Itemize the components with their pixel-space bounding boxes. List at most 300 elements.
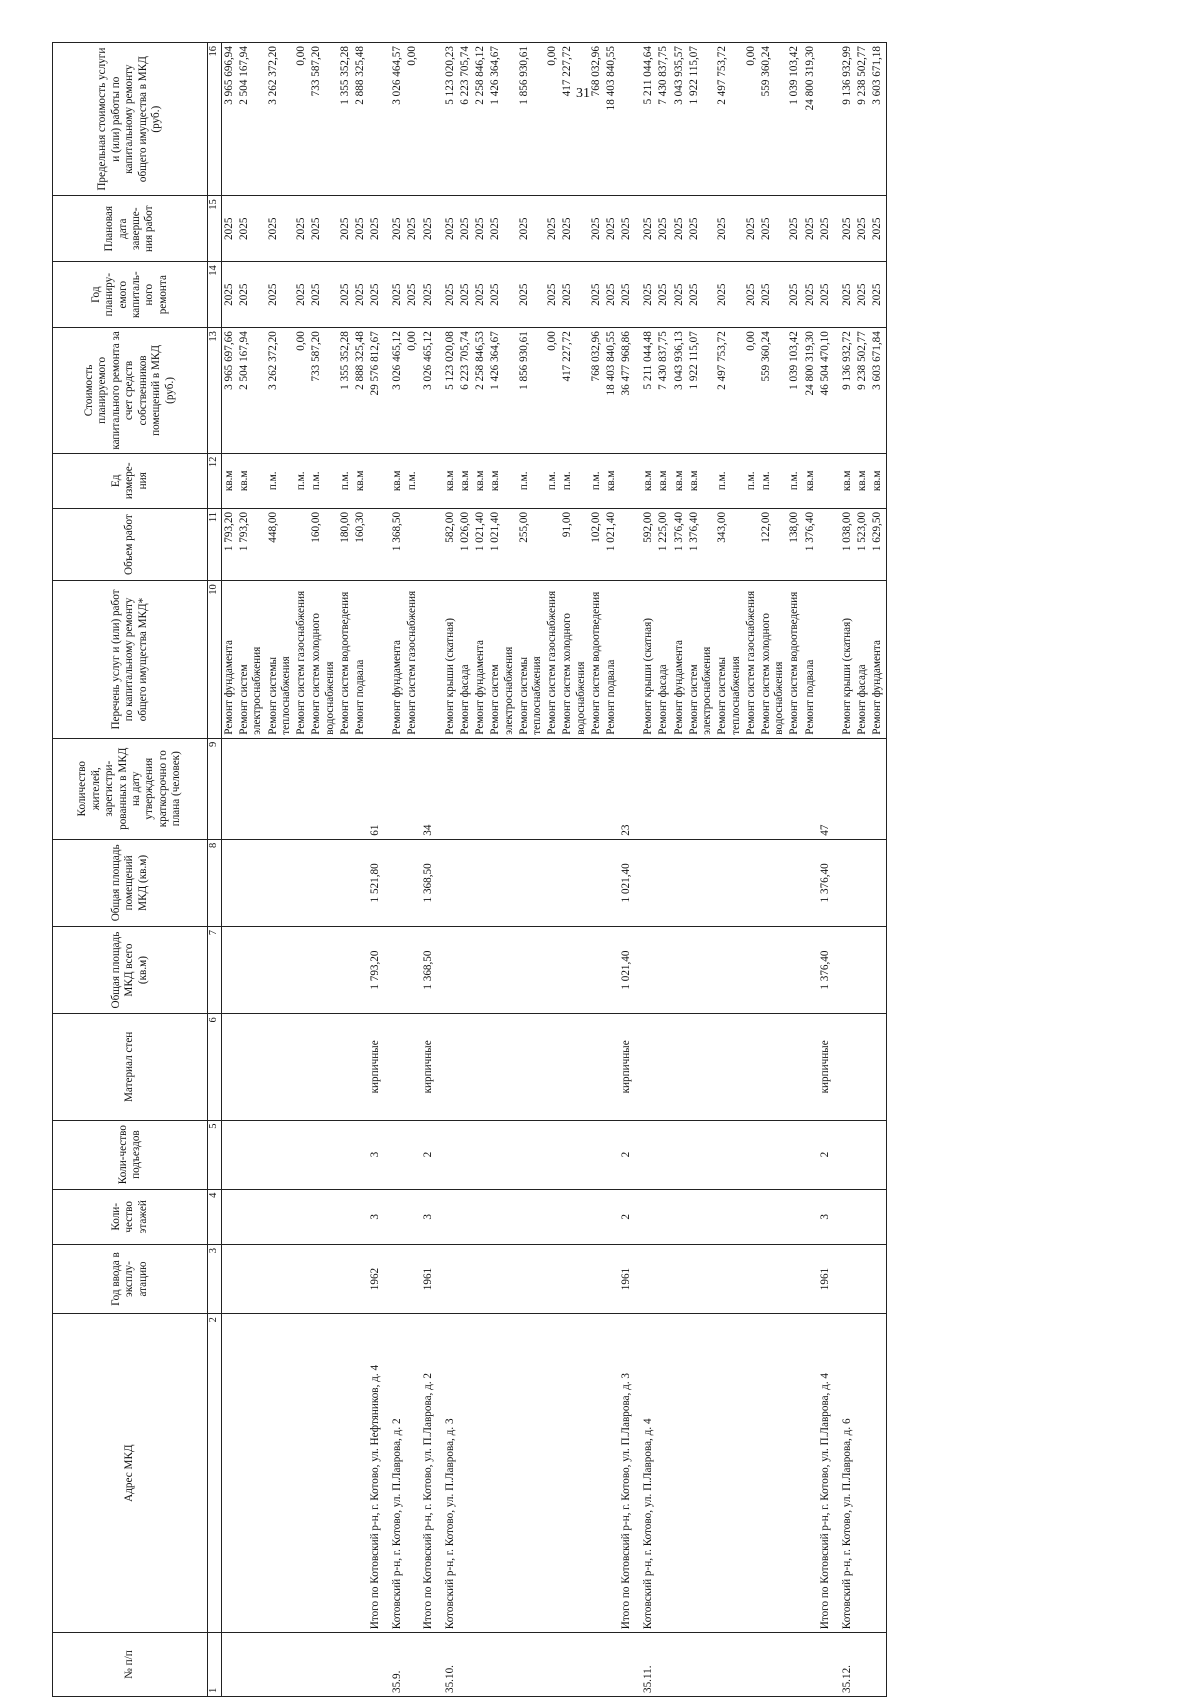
work-unit: п.м.	[744, 453, 759, 508]
work-name	[368, 581, 382, 738]
limit-cost: 5 211 044,64	[641, 43, 656, 196]
repair-year: 2025	[405, 262, 420, 328]
total-cost: 3 026 465,12	[421, 328, 435, 454]
premises-area	[237, 839, 265, 926]
work-volume: 1 376,40	[803, 508, 818, 580]
total-area	[458, 926, 473, 1013]
build-year	[604, 1244, 619, 1313]
work-volume: 1 021,40	[488, 508, 516, 580]
floors-count	[488, 1189, 516, 1244]
address	[604, 1314, 619, 1633]
spacer-cell	[382, 581, 390, 738]
residents-count	[294, 738, 309, 839]
work-cost: 24 800 319,30	[803, 328, 818, 454]
total-label: Итого по Котовский р-н, г. Котово, ул. П.Лаврова, д. 3	[619, 1314, 633, 1633]
address	[309, 1314, 337, 1633]
wall-material	[294, 1014, 309, 1120]
total-area	[672, 926, 687, 1013]
spacer-cell	[382, 328, 390, 454]
residents-count	[443, 738, 458, 839]
column-header-9: Количество жителей, зарегистри-рованных в МКД на дату утверждения краткосрочно го плана (человек)	[53, 738, 208, 839]
spacer-cell	[435, 1014, 443, 1120]
total-area	[715, 926, 743, 1013]
residents-count	[237, 738, 265, 839]
build-year	[443, 1244, 458, 1313]
total-area	[604, 926, 619, 1013]
work-name: Ремонт системы теплоснабжения	[266, 581, 294, 738]
row-number	[545, 1633, 560, 1697]
total-area	[744, 926, 759, 1013]
completion-year: 2025	[353, 196, 368, 262]
build-year	[672, 1244, 687, 1313]
limit-cost: 1 355 352,28	[338, 43, 353, 196]
floors-count	[405, 1189, 420, 1244]
spacer-cell	[382, 453, 390, 508]
repair-year: 2025	[294, 262, 309, 328]
limit-cost: 0,00	[744, 43, 759, 196]
residents-count	[870, 738, 886, 839]
spacer-cell	[633, 581, 641, 738]
entrances-count	[715, 1120, 743, 1189]
work-unit: кв.м	[353, 453, 368, 508]
work-row	[517, 43, 545, 1697]
build-year	[294, 1244, 309, 1313]
repair-year: 2025	[222, 262, 238, 328]
spacer-cell	[832, 1014, 840, 1120]
address	[294, 1314, 309, 1633]
repair-year: 2025	[517, 262, 545, 328]
address	[744, 1314, 759, 1633]
work-volume: 1 629,50	[870, 508, 886, 580]
wall-material	[715, 1014, 743, 1120]
build-year	[744, 1244, 759, 1313]
work-volume: 1 038,00	[840, 508, 855, 580]
entrances-count	[687, 1120, 715, 1189]
column-header-13: Стоимость планируемого капитального ремонта за счет средств собственников помещений в МКД (руб.)	[53, 328, 208, 454]
limit-cost: 3 603 671,18	[870, 43, 886, 196]
spacer-cell	[382, 1244, 390, 1313]
row-number	[309, 1633, 337, 1697]
total-area	[687, 926, 715, 1013]
total-area: 1 021,40	[619, 926, 633, 1013]
completion-year: 2025	[589, 196, 604, 262]
work-name: Ремонт крыши (скатная)	[641, 581, 656, 738]
work-row	[353, 43, 368, 1697]
work-row	[744, 43, 759, 1697]
spacer-cell	[633, 43, 641, 196]
entrances-count	[405, 1120, 420, 1189]
address	[237, 1314, 265, 1633]
limit-cost: 0,00	[405, 43, 420, 196]
work-volume: 160,30	[353, 508, 368, 580]
column-header-7: Общая площадь МКД всего (кв.м)	[53, 926, 208, 1013]
limit-cost: 559 360,24	[759, 43, 787, 196]
address	[266, 1314, 294, 1633]
premises-area: 1 376,40	[818, 839, 832, 926]
repair-year: 2025	[744, 262, 759, 328]
floors-count	[390, 1189, 405, 1244]
column-number-15: 15	[208, 196, 222, 262]
column-header-8: Общая площадь помещений МКД (кв.м)	[53, 839, 208, 926]
address	[672, 1314, 687, 1633]
repair-year: 2025	[641, 262, 656, 328]
floors-count	[687, 1189, 715, 1244]
floors-count	[656, 1189, 671, 1244]
work-row	[473, 43, 488, 1697]
total-area	[560, 926, 588, 1013]
address	[715, 1314, 743, 1633]
column-header-12: Ед измере-ния	[53, 453, 208, 508]
limit-cost: 18 403 840,55	[604, 43, 619, 196]
residents-count	[353, 738, 368, 839]
entrances-count	[458, 1120, 473, 1189]
repair-year: 2025	[443, 262, 458, 328]
work-row	[458, 43, 473, 1697]
completion-year: 2025	[473, 196, 488, 262]
limit-cost: 3 043 935,57	[672, 43, 687, 196]
row-number	[405, 1633, 420, 1697]
work-row	[656, 43, 671, 1697]
floors-count: 3	[421, 1189, 435, 1244]
entrances-count	[473, 1120, 488, 1189]
total-cost: 36 477 968,86	[619, 328, 633, 454]
completion-year: 2025	[222, 196, 238, 262]
total-row	[368, 43, 382, 1697]
total-area	[840, 926, 855, 1013]
build-year	[840, 1244, 855, 1313]
spacer-cell	[435, 926, 443, 1013]
entrances-count	[870, 1120, 886, 1189]
spacer-cell	[832, 1120, 840, 1189]
completion-year: 2025	[390, 196, 405, 262]
work-cost: 417 227,72	[560, 328, 588, 454]
address	[353, 1314, 368, 1633]
build-year	[266, 1244, 294, 1313]
premises-area	[353, 839, 368, 926]
entrances-count: 2	[421, 1120, 435, 1189]
work-unit: п.м.	[589, 453, 604, 508]
address	[589, 1314, 604, 1633]
spacer-cell	[633, 1120, 641, 1189]
spacer-cell	[633, 738, 641, 839]
work-cost: 3 026 465,12	[390, 328, 405, 454]
total-area	[517, 926, 545, 1013]
total-area	[787, 926, 802, 1013]
work-name: Ремонт фасада	[855, 581, 870, 738]
row-number	[560, 1633, 588, 1697]
total-row	[818, 43, 832, 1697]
work-cost: 2 497 753,72	[715, 328, 743, 454]
spacer-cell	[832, 262, 840, 328]
floors-count	[338, 1189, 353, 1244]
repair-year: 2025	[266, 262, 294, 328]
limit-cost: 5 123 020,23	[443, 43, 458, 196]
rotated-table-container	[52, 42, 1200, 1697]
spacer-cell	[633, 328, 641, 454]
address: Котовский р-н, г. Котово, ул. П.Лаврова, д. 3	[443, 1314, 458, 1633]
entrances-count	[759, 1120, 787, 1189]
spacer-cell	[832, 1189, 840, 1244]
premises-area	[589, 839, 604, 926]
total-area: 1 793,20	[368, 926, 382, 1013]
build-year	[405, 1244, 420, 1313]
spacer-cell	[382, 508, 390, 580]
build-year	[803, 1244, 818, 1313]
work-name: Ремонт систем водоотведения	[338, 581, 353, 738]
row-number	[488, 1633, 516, 1697]
completion-year: 2025	[840, 196, 855, 262]
work-row	[545, 43, 560, 1697]
total-area	[443, 926, 458, 1013]
work-cost: 5 211 044,48	[641, 328, 656, 454]
build-year	[473, 1244, 488, 1313]
wall-material	[237, 1014, 265, 1120]
wall-material	[803, 1014, 818, 1120]
work-row	[390, 43, 405, 1697]
repair-year: 2025	[759, 262, 787, 328]
premises-area: 1 368,50	[421, 839, 435, 926]
work-cost: 6 223 705,74	[458, 328, 473, 454]
spacer-cell	[832, 1244, 840, 1313]
column-header-3: Год ввода в эксплу-атацию	[53, 1244, 208, 1313]
work-volume: 160,00	[309, 508, 337, 580]
work-volume: 582,00	[443, 508, 458, 580]
repair-year: 2025	[353, 262, 368, 328]
column-number-14: 14	[208, 262, 222, 328]
limit-cost: 3 262 372,20	[266, 43, 294, 196]
work-unit: п.м.	[715, 453, 743, 508]
row-number	[473, 1633, 488, 1697]
spacer-cell	[435, 328, 443, 454]
work-name: Ремонт подвала	[803, 581, 818, 738]
completion-year: 2025	[368, 196, 382, 262]
spacer-cell	[832, 738, 840, 839]
column-header-15: Плановая дата заверше-ния работ	[53, 196, 208, 262]
floors-count	[443, 1189, 458, 1244]
spacer-cell	[382, 1633, 390, 1697]
entrances-count	[672, 1120, 687, 1189]
work-unit: п.м.	[405, 453, 420, 508]
repair-year: 2025	[488, 262, 516, 328]
wall-material	[604, 1014, 619, 1120]
limit-cost	[619, 43, 633, 196]
column-number-13: 13	[208, 328, 222, 454]
premises-area	[560, 839, 588, 926]
work-row	[266, 43, 294, 1697]
entrances-count: 3	[368, 1120, 382, 1189]
entrances-count: 2	[818, 1120, 832, 1189]
entrances-count	[222, 1120, 238, 1189]
completion-year: 2025	[641, 196, 656, 262]
row-number	[458, 1633, 473, 1697]
total-area	[759, 926, 787, 1013]
completion-year: 2025	[604, 196, 619, 262]
column-number-7: 7	[208, 926, 222, 1013]
work-row	[443, 43, 458, 1697]
limit-cost: 1 922 115,07	[687, 43, 715, 196]
premises-area	[545, 839, 560, 926]
work-row	[405, 43, 420, 1697]
residents-count	[488, 738, 516, 839]
floors-count	[744, 1189, 759, 1244]
premises-area	[803, 839, 818, 926]
work-volume: 448,00	[266, 508, 294, 580]
total-area	[473, 926, 488, 1013]
build-year	[545, 1244, 560, 1313]
total-area	[870, 926, 886, 1013]
limit-cost: 733 587,20	[309, 43, 337, 196]
work-row	[222, 43, 238, 1697]
work-volume: 1 026,00	[458, 508, 473, 580]
page-number: 31	[576, 86, 590, 101]
work-name: Ремонт фасада	[656, 581, 671, 738]
column-number-12: 12	[208, 453, 222, 508]
row-number	[818, 1633, 832, 1697]
premises-area	[656, 839, 671, 926]
residents-count	[656, 738, 671, 839]
wall-material	[390, 1014, 405, 1120]
column-header-4: Коли-чество этажей	[53, 1189, 208, 1244]
work-cost: 2 504 167,94	[237, 328, 265, 454]
entrances-count	[443, 1120, 458, 1189]
capital-repair-table	[52, 42, 887, 1697]
address	[517, 1314, 545, 1633]
row-number	[604, 1633, 619, 1697]
wall-material	[641, 1014, 656, 1120]
work-volume: 138,00	[787, 508, 802, 580]
total-label: Итого по Котовский р-н, г. Котово, ул. П.Лаврова, д. 4	[818, 1314, 832, 1633]
spacer-cell	[382, 262, 390, 328]
completion-year: 2025	[309, 196, 337, 262]
premises-area	[840, 839, 855, 926]
entrances-count: 2	[619, 1120, 633, 1189]
repair-year: 2025	[421, 262, 435, 328]
work-volume	[421, 508, 435, 580]
completion-year: 2025	[560, 196, 588, 262]
total-label: Итого по Котовский р-н, г. Котово, ул. П.Лаврова, д. 2	[421, 1314, 435, 1633]
column-header-14: Год планиру-емого капиталь-ного ремонта	[53, 262, 208, 328]
work-row	[672, 43, 687, 1697]
build-year	[656, 1244, 671, 1313]
column-number-9: 9	[208, 738, 222, 839]
spacer-cell	[435, 43, 443, 196]
wall-material	[443, 1014, 458, 1120]
floors-count	[237, 1189, 265, 1244]
floors-count	[641, 1189, 656, 1244]
wall-material	[517, 1014, 545, 1120]
work-name: Ремонт систем холодного водоснабжения	[309, 581, 337, 738]
repair-year: 2025	[840, 262, 855, 328]
work-row	[855, 43, 870, 1697]
address	[687, 1314, 715, 1633]
column-number-4: 4	[208, 1189, 222, 1244]
work-name: Ремонт систем электроснабжения	[687, 581, 715, 738]
row-number: 35.10.	[443, 1633, 458, 1697]
limit-cost: 1 039 103,42	[787, 43, 802, 196]
row-number	[619, 1633, 633, 1697]
work-name: Ремонт систем газоснабжения	[294, 581, 309, 738]
spacer-cell	[633, 453, 641, 508]
wall-material	[488, 1014, 516, 1120]
wall-material	[589, 1014, 604, 1120]
row-number	[353, 1633, 368, 1697]
spacer-cell	[633, 508, 641, 580]
total-area	[237, 926, 265, 1013]
wall-material	[840, 1014, 855, 1120]
entrances-count	[641, 1120, 656, 1189]
premises-area	[687, 839, 715, 926]
work-unit: п.м.	[517, 453, 545, 508]
spacer-cell	[382, 1314, 390, 1633]
work-cost: 559 360,24	[759, 328, 787, 454]
row-number	[368, 1633, 382, 1697]
floors-count	[803, 1189, 818, 1244]
wall-material	[744, 1014, 759, 1120]
work-unit: кв.м	[458, 453, 473, 508]
entrances-count	[309, 1120, 337, 1189]
spacer-cell	[832, 508, 840, 580]
row-number	[787, 1633, 802, 1697]
address	[488, 1314, 516, 1633]
entrances-count	[604, 1120, 619, 1189]
address	[473, 1314, 488, 1633]
repair-year: 2025	[390, 262, 405, 328]
residents-count	[309, 738, 337, 839]
floors-count	[545, 1189, 560, 1244]
work-volume: 102,00	[589, 508, 604, 580]
build-year	[560, 1244, 588, 1313]
total-area	[405, 926, 420, 1013]
work-unit: кв.м	[443, 453, 458, 508]
work-row	[488, 43, 516, 1697]
work-name: Ремонт систем холодного водоснабжения	[560, 581, 588, 738]
row-number	[656, 1633, 671, 1697]
work-volume: 1 368,50	[390, 508, 405, 580]
column-number-16: 16	[208, 43, 222, 196]
work-unit: кв.м	[604, 453, 619, 508]
repair-year: 2025	[870, 262, 886, 328]
spacer-cell	[435, 1189, 443, 1244]
spacer-cell	[832, 1633, 840, 1697]
column-header-6: Материал стен	[53, 1014, 208, 1120]
premises-area	[266, 839, 294, 926]
work-unit: п.м.	[545, 453, 560, 508]
limit-cost	[818, 43, 832, 196]
work-cost: 1 355 352,28	[338, 328, 353, 454]
spacer-cell	[832, 453, 840, 508]
address	[759, 1314, 787, 1633]
total-area	[589, 926, 604, 1013]
floors-count: 3	[368, 1189, 382, 1244]
work-name: Ремонт систем газоснабжения	[545, 581, 560, 738]
work-volume	[545, 508, 560, 580]
spacer-cell	[382, 1189, 390, 1244]
build-year	[517, 1244, 545, 1313]
build-year	[309, 1244, 337, 1313]
entrances-count	[744, 1120, 759, 1189]
floors-count	[294, 1189, 309, 1244]
work-name: Ремонт систем холодного водоснабжения	[759, 581, 787, 738]
work-unit: п.м.	[787, 453, 802, 508]
residents-count	[759, 738, 787, 839]
build-year	[787, 1244, 802, 1313]
spacer-cell	[435, 839, 443, 926]
repair-year: 2025	[368, 262, 382, 328]
work-name: Ремонт системы теплоснабжения	[715, 581, 743, 738]
table-body	[222, 43, 887, 1697]
work-unit: п.м.	[266, 453, 294, 508]
work-cost: 3 262 372,20	[266, 328, 294, 454]
